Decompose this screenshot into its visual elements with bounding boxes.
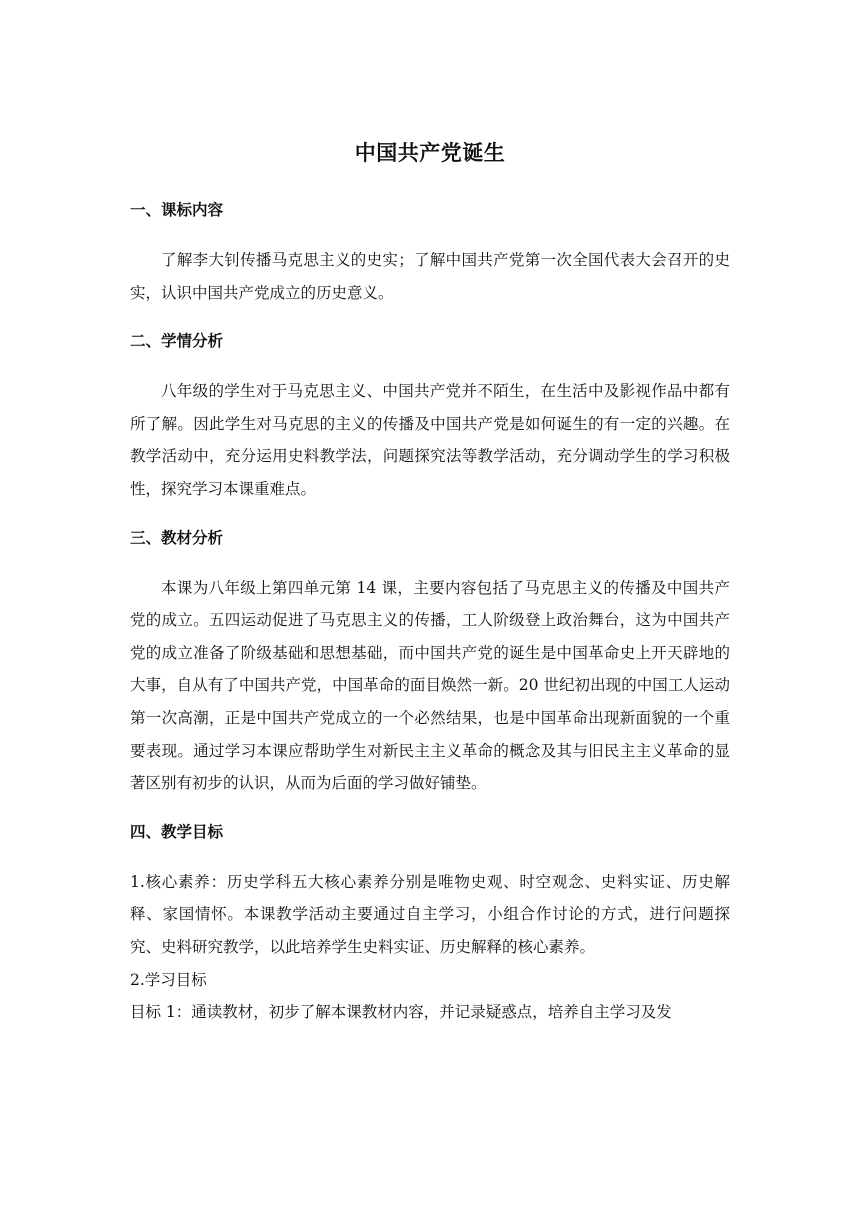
section-learner-analysis: [130, 327, 730, 505]
section-paragraph: 八年级的学生对于马克思主义、中国共产党并不陌生，在生活中及影视作品中都有所了解。因此学生对马克思的主义的传播及中国共产党是如何诞生的有一定的兴趣。在教学活动中，充分运用史料教学法，问题探究法等教学活动，充分调动学生的学习积极性，探究学习本课重难点。: [130, 382, 730, 498]
objective-learning-goals-heading: 2.学习目标: [130, 970, 207, 989]
section-textbook-analysis: [130, 524, 730, 800]
section-heading: 一、课标内容: [130, 200, 224, 219]
document-title: 中国共产党诞生: [354, 140, 506, 165]
section-heading: 四、教学目标: [130, 821, 224, 841]
section-paragraph: 了解李大钊传播马克思主义的史实；了解中国共产党第一次全国代表大会召开的史实，认识中国共产党成立的历史意义。: [130, 251, 730, 302]
section-heading: 二、学情分析: [130, 331, 224, 351]
section-curriculum-standards: [130, 196, 730, 309]
objective-core-literacy: 1.核心素养：历史学科五大核心素养分别是唯物史观、时空观念、史料实证、历史解释、家国情怀。本课教学活动主要通过自主学习，小组合作讨论的方式，进行问题探究、史料研究教学，以此培养学生史料实证、历史解释的核心素养。: [130, 872, 730, 956]
objective-goal-1: 目标 1：通读教材，初步了解本课教材内容，并记录疑惑点，培养自主学习及发: [130, 1003, 672, 1022]
section-paragraph: 本课为八年级上第四单元第 14 课，主要内容包括了马克思主义的传播及中国共产党的成立。五四运动促进了马克思主义的传播，工人阶级登上政治舞台，这为中国共产党的成立准备了阶级基础和思想基础，而中国共产党的诞生是中国革命史上开天辟地的大事，自从有了中国共产党，中国革命的面目焕然一新。20 世纪初出现的中国工人运动第一次高潮，正是中国共产党成立的一个必然结果，也是中国革命出现新面貌的一个重要表现。通过学习本课应帮助学生对新民主主义革命的概念及其与旧民主主义革命的显著区别有初步的认识，从而为后面的学习做好铺垫。: [130, 578, 730, 793]
section-heading: 三、教材分析: [130, 527, 224, 547]
document-body: [130, 138, 730, 1047]
section-teaching-objectives: [130, 818, 730, 1029]
